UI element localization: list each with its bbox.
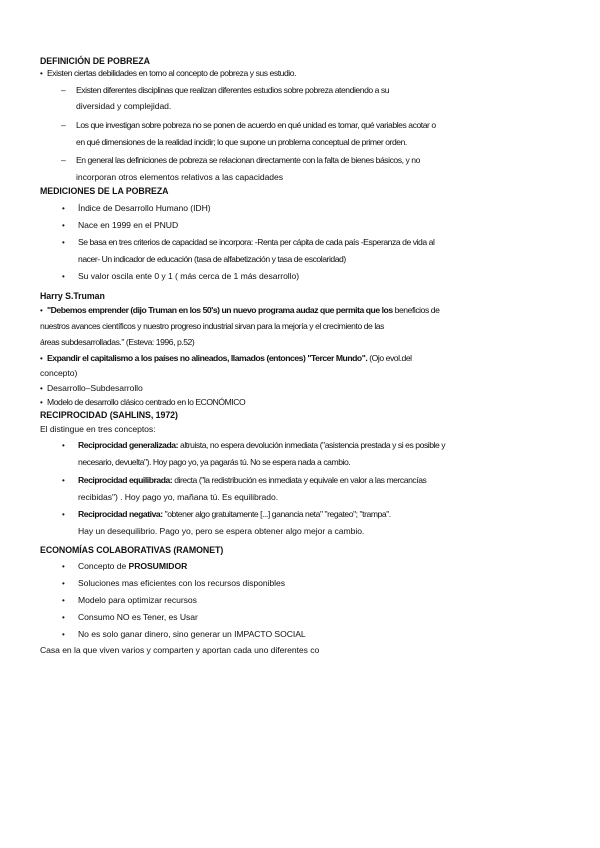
truman-item-2-rest: (Ojo evol.del — [367, 353, 412, 363]
truman-item-2-bold: Expandir el capitalismo a los países no alineados, llamados (entonces) "Tercer Mundo". — [47, 353, 368, 363]
reciprocidad-item-1-bold: Reciprocidad generalizada: — [78, 440, 179, 450]
bullet-dot: • — [62, 596, 65, 605]
mediciones-item-1: Índice de Desarrollo Humano (IDH) — [78, 203, 211, 213]
bullet-dot: • — [62, 630, 65, 639]
truman-item-3: Desarrollo–Subdesarrollo — [47, 383, 143, 393]
reciprocidad-item-3-bold: Reciprocidad negativa: — [78, 509, 163, 519]
definicion-dash-3-line-1: En general las definiciones de pobreza se relacionan directamente con la falta de bienes básicos, y no — [76, 155, 420, 165]
reciprocidad-item-2-line-2: recibidas") . Hoy pago yo, mañana tú. Es equilibrado. — [78, 492, 279, 502]
dash-marker: – — [61, 155, 66, 165]
heading-reciprocidad: RECIPROCIDAD (SAHLINS, 1972) — [40, 410, 178, 420]
economias-item-2: Soluciones mas eficientes con los recursos disponibles — [78, 578, 285, 588]
mediciones-item-3-line-2: nacer- Un indicador de educación (tasa de alfabetización y tasa de escolaridad) — [78, 254, 346, 264]
definicion-dash-3-line-2: incorporan otros elementos relativos a las capacidades — [76, 172, 284, 182]
reciprocidad-intro: El distingue en tres conceptos: — [40, 424, 156, 434]
reciprocidad-item-1-line-1 — [78, 440, 445, 451]
economias-item-4: Consumo NO es Tener, es Usar — [78, 612, 198, 622]
dash-marker: – — [61, 85, 66, 95]
closing-line: Casa en la que viven varios y comparten y aportan cada uno diferentes co — [40, 645, 320, 655]
bullet-dot: • — [62, 272, 65, 281]
truman-item-4: Modelo de desarrollo clásico centrado en lo ECONÓMICO — [47, 397, 246, 407]
truman-item-2-line-2: concepto) — [40, 368, 78, 378]
truman-quote-bold: "Debemos emprender (dijo Truman en los 50's) un nuevo programa audaz que permita que los — [47, 305, 393, 315]
bullet-dot: • — [40, 69, 43, 78]
truman-quote-line-1 — [47, 305, 439, 316]
bullet-dot: • — [62, 221, 65, 230]
reciprocidad-item-2-line-1 — [78, 475, 426, 486]
truman-quote-rest: beneficios de — [392, 305, 440, 315]
reciprocidad-item-1-line-2: necesario, devuelta"). Hoy pago yo, ya pagarás tú. No se espera nada a cambio. — [78, 457, 351, 467]
mediciones-item-4: Su valor oscila ente 0 y 1 ( más cerca de 1 más desarrollo) — [78, 271, 300, 281]
definicion-bullet-1: Existen ciertas debilidades en torno al concepto de pobreza y sus estudio. — [47, 68, 297, 78]
economias-item-5: No es solo ganar dinero, sino generar un IMPACTO SOCIAL — [78, 629, 306, 639]
truman-quote-line-2: nuestros avances científicos y nuestro progreso industrial sirvan para la mejoría y el crecimiento de las — [40, 321, 384, 331]
definicion-dash-1-line-1: Existen diferentes disciplinas que realizan diferentes estudios sobre pobreza atendiendo a su — [76, 85, 390, 95]
bullet-dot: • — [40, 306, 43, 315]
reciprocidad-item-3-line-2: Hay un desequilibrio. Pago yo, pero se espera obtener algo mejor a cambio. — [78, 526, 365, 536]
heading-definicion: DEFINICIÓN DE POBREZA — [40, 56, 150, 66]
bullet-dot: • — [62, 204, 65, 213]
bullet-dot: • — [62, 510, 65, 519]
truman-item-2-line-1 — [47, 353, 412, 364]
bullet-dot: • — [62, 579, 65, 588]
heading-mediciones: MEDICIONES DE LA POBREZA — [40, 186, 169, 196]
definicion-dash-1-line-2: diversidad y complejidad. — [76, 101, 172, 111]
definicion-dash-2-line-2: en qué dimensiones de la realidad incidir; lo que supone un problema conceptual de primer orden. — [76, 137, 407, 147]
bullet-dot: • — [62, 613, 65, 622]
dash-marker: – — [61, 120, 66, 130]
truman-quote-line-3: áreas subdesarrolladas." (Esteva: 1996, p.52) — [40, 337, 195, 347]
mediciones-item-3-line-1: Se basa en tres criterios de capacidad se incorpora: -Renta per cápita de cada país -Esperanza de vida al — [78, 237, 435, 247]
bullet-dot: • — [40, 354, 43, 363]
economias-item-3: Modelo para optimizar recursos — [78, 595, 197, 605]
reciprocidad-item-1-rest: altruista, no espera devolución inmediata ("asistencia prestada y si es posible y — [178, 440, 446, 450]
reciprocidad-item-2-rest: directa ("la redistribución es inmediata y equivale en valor a las mercancías — [172, 475, 427, 485]
economias-item-1-prefix: Concepto de — [78, 561, 129, 571]
definicion-dash-2-line-1: Los que investigan sobre pobreza no se ponen de acuerdo en qué unidad es tomar, qué variables acotar o — [76, 120, 436, 130]
bullet-dot: • — [62, 238, 65, 247]
economias-item-1-bold: PROSUMIDOR — [128, 561, 188, 571]
reciprocidad-item-3-rest: "obtener algo gratuitamente [...] ganancia neta" "regateo"; "trampa". — [162, 509, 391, 519]
reciprocidad-item-3-line-1 — [78, 509, 391, 520]
reciprocidad-item-2-bold: Reciprocidad equilibrada: — [78, 475, 173, 485]
mediciones-item-2: Nace en 1999 en el PNUD — [78, 220, 179, 230]
bullet-dot: • — [62, 476, 65, 485]
bullet-dot: • — [40, 384, 43, 393]
bullet-dot: • — [62, 441, 65, 450]
bullet-dot: • — [62, 562, 65, 571]
economias-item-1 — [78, 561, 187, 572]
bullet-dot: • — [40, 398, 43, 407]
heading-economias: ECONOMÍAS COLABORATIVAS (RAMONET) — [40, 545, 224, 555]
heading-truman: Harry S.Truman — [40, 291, 105, 301]
